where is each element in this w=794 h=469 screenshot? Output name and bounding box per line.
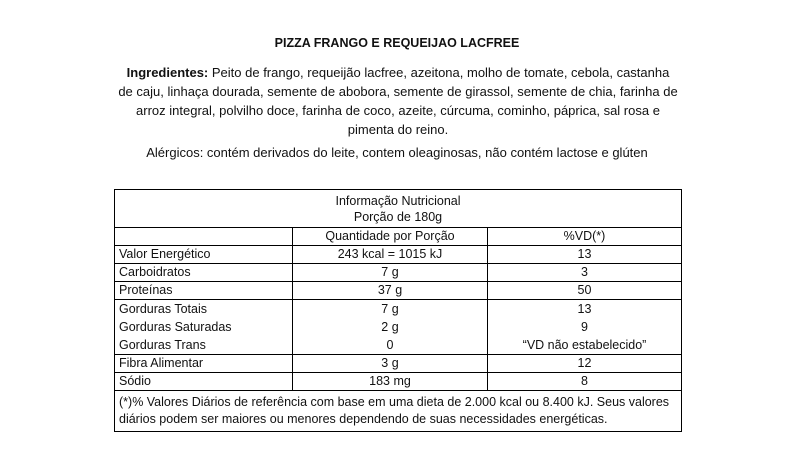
- fats-names: [115, 300, 293, 355]
- nutrition-header-portion: Porção de 180g: [353, 210, 443, 224]
- nutrient-name: Valor Energético: [115, 246, 293, 264]
- nutrient-vd: 50: [488, 282, 682, 300]
- nutrient-quantity: 7 g: [293, 264, 488, 282]
- nutrient-vd: 12: [488, 355, 682, 373]
- ingredients-label: Ingredientes:: [126, 65, 209, 80]
- column-header-nutrient: [115, 228, 293, 246]
- column-header-vd: %VD(*): [488, 228, 682, 246]
- nutrient-name: Gorduras Totais: [119, 302, 208, 316]
- table-row-protein: [115, 282, 682, 300]
- nutrient-name: Fibra Alimentar: [115, 355, 293, 373]
- nutrient-quantity: 0: [386, 338, 394, 352]
- column-header-quantity: Quantidade por Porção: [293, 228, 488, 246]
- nutrition-header: [115, 190, 682, 228]
- nutrient-vd: “VD não estabelecido”: [522, 338, 647, 352]
- nutrient-vd: 13: [488, 246, 682, 264]
- nutrient-quantity: 37 g: [293, 282, 488, 300]
- nutrient-quantity: 7 g: [381, 302, 399, 316]
- nutrition-table: [114, 189, 682, 432]
- nutrition-footnote: (*)% Valores Diários de referência com base em uma dieta de 2.000 kcal ou 8.400 kJ. Seus valores diários podem ser maiores ou menores dependendo de suas necessidades energéticas.: [115, 391, 682, 432]
- ingredients-text: Peito de frango, requeijão lacfree, azeitona, molho de tomate, cebola, castanha de caju, linhaça dourada, semente de abobora, semente de girassol, semente de chia, farinha de arroz integral, polvilho doce, farinha de coco, azeite, cúrcuma, cominho, páprica, sal rosa e pimenta do reino.: [118, 65, 678, 137]
- table-row-sodium: [115, 373, 682, 391]
- table-row-carbs: [115, 264, 682, 282]
- allergens-text: Alérgicos: contém derivados do leite, contem oleaginosas, não contém lactose e glúten: [146, 145, 648, 160]
- nutrient-name: Sódio: [115, 373, 293, 391]
- nutrient-quantity: 3 g: [293, 355, 488, 373]
- nutrient-vd: 8: [488, 373, 682, 391]
- table-row-fiber: [115, 355, 682, 373]
- nutrient-name: Gorduras Trans: [119, 338, 206, 352]
- nutrition-header-row: [115, 190, 682, 228]
- column-header-row: [115, 228, 682, 246]
- footnote-row: [115, 391, 682, 432]
- nutrient-quantity: 243 kcal = 1015 kJ: [293, 246, 488, 264]
- nutrient-quantity: 2 g: [381, 320, 399, 334]
- nutrition-header-title: Informação Nutricional: [335, 194, 461, 208]
- nutrient-name: Gorduras Saturadas: [119, 320, 232, 334]
- nutrient-name: Carboidratos: [115, 264, 293, 282]
- fats-quantities: [293, 300, 488, 355]
- nutrient-vd: 3: [488, 264, 682, 282]
- nutrient-vd: 9: [581, 320, 588, 334]
- product-title: PIZZA FRANGO E REQUEIJAO LACFREE: [274, 36, 520, 50]
- fats-vd: [488, 300, 682, 355]
- nutrient-name: Proteínas: [115, 282, 293, 300]
- ingredients-paragraph: [118, 63, 678, 139]
- nutrient-quantity: 183 mg: [293, 373, 488, 391]
- nutrient-vd: 13: [577, 302, 592, 316]
- table-row-fats: [115, 300, 682, 355]
- table-row-energy: [115, 246, 682, 264]
